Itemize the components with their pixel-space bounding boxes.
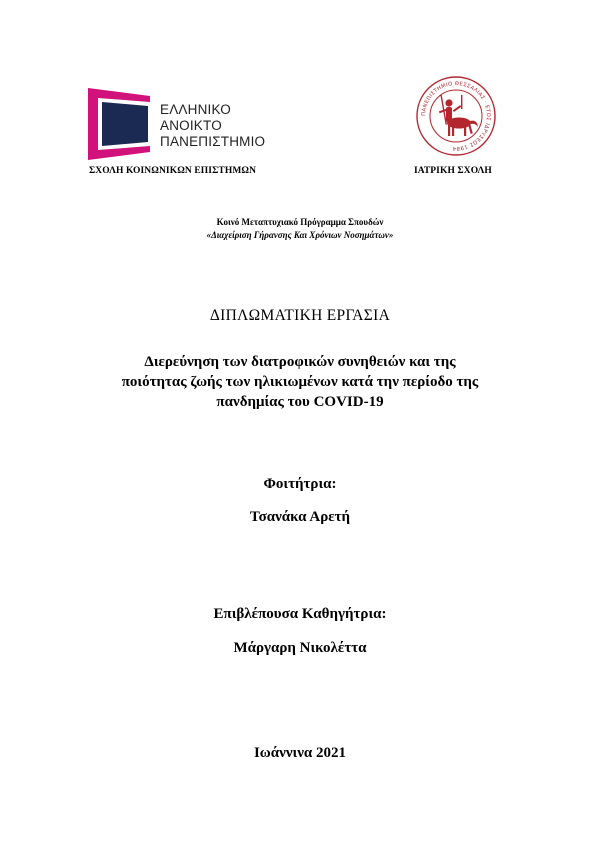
supervisor-label: Επιβλέπουσα Καθηγήτρια: [213, 606, 387, 622]
student-name: Τσανάκα Αρετή [249, 509, 351, 525]
eap-logo-icon [88, 88, 158, 160]
thesis-type-heading: ΔΙΠΛΩΜΑΤΙΚΗ ΕΡΓΑΣΙΑ [209, 307, 391, 324]
eap-logo-text [160, 102, 265, 150]
supervisor-name: Μάργαρη Νικολέττα [233, 640, 367, 656]
eap-logo-line-3: ΠΑΝΕΠΙΣΤΗΜΙΟ [160, 134, 266, 149]
university-seal [415, 75, 497, 157]
left-school-label: ΣΧΟΛΗ ΚΟΙΝΩΝΙΚΩΝ ΕΠΙΣΤΗΜΩΝ [89, 166, 257, 176]
thesis-title-line-1: Διερεύνηση των διατροφικών συνηθειών και της [144, 354, 456, 370]
svg-text:ΠΑΝΕΠΙΣΤΗΜΙΟ ΘΕΣΣΑΛΙΑΣ · ΕΤΟΣ: ΠΑΝΕΠΙΣΤΗΜΙΟ ΘΕΣΣΑΛΙΑΣ · ΕΤΟΣ ΙΔΡΥΣΕΩΣ 1984 [420, 80, 492, 152]
student-label: Φοιτήτρια: [263, 476, 337, 492]
program-name: Κοινό Μεταπτυχιακό Πρόγραμμα Σπουδών [216, 217, 384, 227]
program-subtitle: «Διαχείριση Γήρανσης Και Χρόνιων Νοσημάτων» [206, 230, 394, 240]
university-of-thessaly-seal-icon [415, 75, 497, 157]
thesis-title-line-2: ποιότητας ζωής των ηλικιωμένων κατά την περίοδο της [121, 374, 479, 390]
thesis-title-line-3: πανδημίας του COVID-19 [216, 394, 384, 410]
right-school-label: ΙΑΤΡΙΚΗ ΣΧΟΛΗ [414, 166, 492, 176]
eap-logo [88, 88, 288, 160]
eap-logo-line-1: ΕΛΛΗΝΙΚΟ [160, 102, 231, 117]
eap-logo-line-2: ΑΝΟΙΚΤΟ [160, 118, 222, 133]
place-and-year: Ιωάννινα 2021 [253, 745, 347, 761]
